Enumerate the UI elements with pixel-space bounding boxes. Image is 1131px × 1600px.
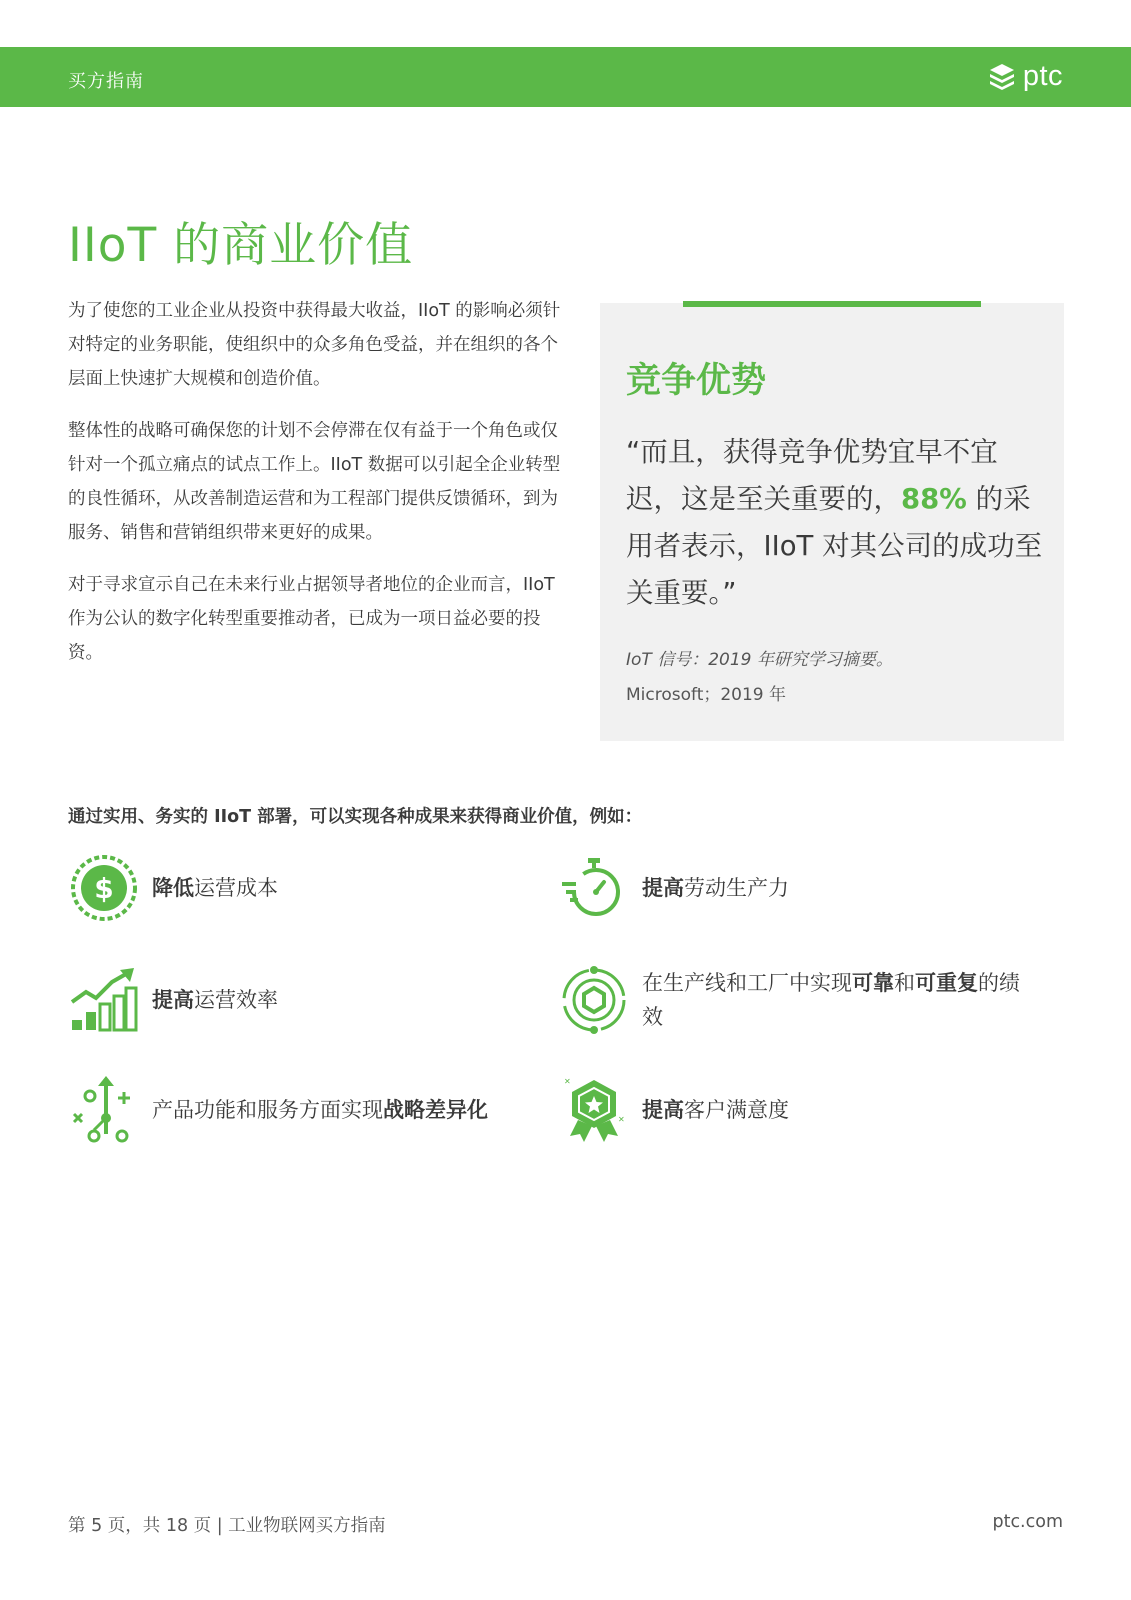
- body-column: [68, 294, 568, 688]
- benefit-text: 的绩效: [642, 971, 1020, 1029]
- benefit-bold: 可重复: [915, 971, 978, 995]
- stopwatch-icon: [558, 852, 630, 924]
- quote-highlight-stat: 88%: [901, 483, 967, 515]
- benefit-item: [68, 1074, 488, 1146]
- benefit-bold: 提高: [152, 988, 194, 1012]
- growth-chart-icon: [68, 964, 140, 1036]
- quote-heading: 竞争优势: [626, 361, 767, 401]
- ptc-logo-icon: [987, 62, 1017, 92]
- benefit-text: 运营效率: [194, 988, 278, 1012]
- benefit-bold: 降低: [152, 876, 194, 900]
- body-paragraph: 整体性的战略可确保您的计划不会停滞在仅有益于一个角色或仅针对一个孤立痛点的试点工作上。IIoT 数据可以引起全企业转型的良性循环，从改善制造运营和为工程部门提供反馈循环，到为服务、销售和营销组织带来更好的成果。: [68, 421, 561, 543]
- ptc-logo[interactable]: [987, 60, 1063, 93]
- footer-page-info: 第 5 页，共 18 页 | 工业物联网买方指南: [68, 1516, 386, 1536]
- quote-text: [626, 429, 1046, 617]
- header-title: 买方指南: [68, 71, 144, 92]
- benefit-item: [68, 964, 278, 1036]
- body-paragraph: 为了使您的工业企业从投资中获得最大收益，IIoT 的影响必须针对特定的业务职能，使组织中的众多角色受益，并在组织的各个层面上快速扩大规模和创造价值。: [68, 301, 561, 389]
- quote-publisher: Microsoft；2019 年: [626, 685, 787, 705]
- body-paragraph: 对于寻求宣示自己在未来行业占据领导者地位的企业而言，IIoT 作为公认的数字化转型重要推动者，已成为一项日益必要的投资。: [68, 575, 555, 663]
- award-badge-icon: [558, 1074, 630, 1146]
- benefit-bold: 提高: [642, 1098, 684, 1122]
- benefit-text: 产品功能和服务方面实现: [152, 1098, 383, 1122]
- logo-text: ptc: [1022, 60, 1063, 92]
- quote-box: [600, 303, 1064, 741]
- header-bar: [0, 47, 1131, 107]
- benefits-intro: 通过实用、务实的 IIoT 部署，可以实现各种成果来获得商业价值，例如：: [68, 807, 643, 827]
- quote-text-end: 的采用者表示，IIoT 对其公司的成功至关重要。”: [626, 483, 1043, 609]
- footer-website-link[interactable]: ptc.com: [992, 1512, 1063, 1532]
- benefit-text: 在生产线和工厂中实现: [642, 971, 852, 995]
- benefit-item: [558, 852, 789, 924]
- benefit-bold: 可靠: [852, 971, 894, 995]
- benefit-item: [558, 964, 1038, 1036]
- svg-text:✕: ✕: [618, 1115, 625, 1124]
- quote-text-start: “而且，获得竞争优势宜早不宜迟，这是至关重要的，: [626, 436, 998, 515]
- benefit-text: 客户满意度: [684, 1098, 789, 1122]
- quote-accent-bar: [683, 301, 981, 307]
- benefit-bold: 战略差异化: [383, 1098, 488, 1122]
- strategy-icon: [68, 1074, 140, 1146]
- reliability-target-icon: [558, 964, 630, 1036]
- dollar-coin-icon: [68, 852, 140, 924]
- benefit-bold: 提高: [642, 876, 684, 900]
- benefit-item: [68, 852, 278, 924]
- page-title: IIoT 的商业价值: [68, 218, 414, 273]
- benefit-text: 运营成本: [194, 876, 278, 900]
- benefit-item: [558, 1074, 789, 1146]
- quote-source: IoT 信号：2019 年研究学习摘要。: [626, 650, 893, 670]
- benefit-text: 和: [894, 971, 915, 995]
- svg-text:$: $: [94, 872, 114, 905]
- svg-text:✕: ✕: [564, 1077, 571, 1086]
- benefit-text: 劳动生产力: [684, 876, 789, 900]
